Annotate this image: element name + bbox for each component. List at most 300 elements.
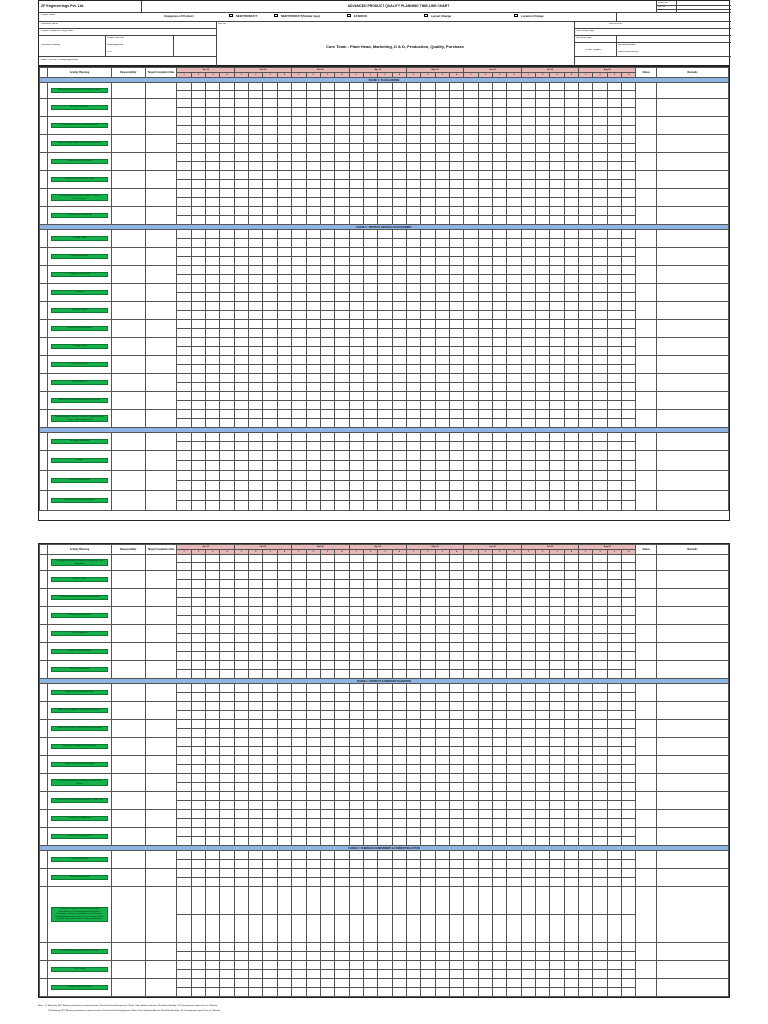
week-cell[interactable] bbox=[234, 563, 248, 571]
week-cell[interactable] bbox=[363, 915, 377, 943]
week-cell[interactable] bbox=[292, 347, 306, 356]
week-cell[interactable] bbox=[306, 837, 320, 846]
week-cell[interactable] bbox=[464, 257, 478, 266]
week-cell[interactable] bbox=[249, 756, 263, 765]
week-cell[interactable] bbox=[464, 720, 478, 729]
week-cell[interactable] bbox=[263, 216, 277, 225]
week-cell[interactable] bbox=[263, 625, 277, 634]
week-cell[interactable] bbox=[492, 616, 506, 625]
week-cell[interactable] bbox=[335, 442, 349, 451]
week-cell[interactable] bbox=[363, 571, 377, 580]
week-cell[interactable] bbox=[177, 198, 191, 207]
week-cell[interactable] bbox=[421, 248, 435, 257]
week-cell[interactable] bbox=[492, 419, 506, 428]
week-cell[interactable] bbox=[507, 189, 521, 198]
week-cell[interactable] bbox=[249, 302, 263, 311]
week-cell[interactable] bbox=[607, 589, 621, 598]
week-cell[interactable] bbox=[521, 747, 535, 756]
week-cell[interactable] bbox=[622, 83, 636, 91]
week-cell[interactable] bbox=[478, 952, 492, 961]
week-cell[interactable] bbox=[406, 198, 420, 207]
week-cell[interactable] bbox=[492, 819, 506, 828]
week-cell[interactable] bbox=[363, 302, 377, 311]
week-cell[interactable] bbox=[363, 792, 377, 801]
week-cell[interactable] bbox=[234, 347, 248, 356]
week-cell[interactable] bbox=[421, 347, 435, 356]
week-cell[interactable] bbox=[378, 108, 392, 117]
week-cell[interactable] bbox=[492, 433, 506, 442]
remarks-cell[interactable] bbox=[656, 589, 728, 607]
week-cell[interactable] bbox=[406, 410, 420, 419]
week-cell[interactable] bbox=[335, 555, 349, 563]
week-cell[interactable] bbox=[349, 869, 363, 878]
week-cell[interactable] bbox=[607, 230, 621, 239]
week-cell[interactable] bbox=[234, 702, 248, 711]
week-cell[interactable] bbox=[464, 117, 478, 126]
week-cell[interactable] bbox=[622, 135, 636, 144]
week-cell[interactable] bbox=[478, 837, 492, 846]
week-cell[interactable] bbox=[521, 774, 535, 783]
week-cell[interactable] bbox=[521, 401, 535, 410]
week-cell[interactable] bbox=[521, 869, 535, 878]
week-cell[interactable] bbox=[593, 819, 607, 828]
week-cell[interactable] bbox=[378, 302, 392, 311]
week-cell[interactable] bbox=[550, 481, 564, 491]
week-cell[interactable] bbox=[406, 481, 420, 491]
week-cell[interactable] bbox=[191, 374, 205, 383]
week-cell[interactable] bbox=[492, 979, 506, 988]
week-cell[interactable] bbox=[521, 783, 535, 792]
week-cell[interactable] bbox=[306, 83, 320, 91]
week-cell[interactable] bbox=[392, 356, 406, 365]
week-cell[interactable] bbox=[406, 747, 420, 756]
week-cell[interactable] bbox=[550, 266, 564, 275]
week-cell[interactable] bbox=[277, 711, 291, 720]
week-cell[interactable] bbox=[593, 693, 607, 702]
week-cell[interactable] bbox=[177, 860, 191, 869]
week-cell[interactable] bbox=[435, 819, 449, 828]
week-cell[interactable] bbox=[320, 491, 334, 501]
week-cell[interactable] bbox=[607, 878, 621, 887]
week-cell[interactable] bbox=[564, 207, 578, 216]
week-cell[interactable] bbox=[421, 239, 435, 248]
week-cell[interactable] bbox=[277, 810, 291, 819]
week-cell[interactable] bbox=[277, 284, 291, 293]
week-cell[interactable] bbox=[536, 738, 550, 747]
week-cell[interactable] bbox=[435, 481, 449, 491]
responsibility-cell[interactable] bbox=[111, 392, 145, 410]
week-cell[interactable] bbox=[292, 293, 306, 302]
week-cell[interactable] bbox=[507, 783, 521, 792]
week-cell[interactable] bbox=[607, 392, 621, 401]
week-cell[interactable] bbox=[564, 329, 578, 338]
week-cell[interactable] bbox=[292, 401, 306, 410]
responsibility-cell[interactable] bbox=[111, 320, 145, 338]
week-cell[interactable] bbox=[607, 915, 621, 943]
week-cell[interactable] bbox=[277, 801, 291, 810]
week-cell[interactable] bbox=[435, 774, 449, 783]
week-cell[interactable] bbox=[622, 216, 636, 225]
status-cell[interactable] bbox=[636, 555, 657, 571]
week-cell[interactable] bbox=[536, 747, 550, 756]
week-cell[interactable] bbox=[191, 652, 205, 661]
week-cell[interactable] bbox=[191, 915, 205, 943]
week-cell[interactable] bbox=[277, 887, 291, 915]
remarks-cell[interactable] bbox=[656, 828, 728, 846]
week-cell[interactable] bbox=[564, 774, 578, 783]
week-cell[interactable] bbox=[177, 365, 191, 374]
week-cell[interactable] bbox=[564, 356, 578, 365]
week-cell[interactable] bbox=[536, 501, 550, 511]
week-cell[interactable] bbox=[536, 625, 550, 634]
week-cell[interactable] bbox=[564, 720, 578, 729]
week-cell[interactable] bbox=[521, 979, 535, 988]
week-cell[interactable] bbox=[607, 401, 621, 410]
week-cell[interactable] bbox=[306, 887, 320, 915]
week-cell[interactable] bbox=[277, 634, 291, 643]
week-cell[interactable] bbox=[579, 580, 593, 589]
week-cell[interactable] bbox=[249, 442, 263, 451]
week-cell[interactable] bbox=[536, 117, 550, 126]
remarks-cell[interactable] bbox=[656, 266, 728, 284]
week-cell[interactable] bbox=[335, 670, 349, 679]
week-cell[interactable] bbox=[378, 216, 392, 225]
week-cell[interactable] bbox=[306, 774, 320, 783]
week-cell[interactable] bbox=[320, 153, 334, 162]
week-cell[interactable] bbox=[593, 410, 607, 419]
week-cell[interactable] bbox=[607, 248, 621, 257]
target-date-cell[interactable] bbox=[145, 684, 177, 702]
week-cell[interactable] bbox=[492, 451, 506, 461]
week-cell[interactable] bbox=[234, 338, 248, 347]
week-cell[interactable] bbox=[277, 828, 291, 837]
week-cell[interactable] bbox=[564, 419, 578, 428]
week-cell[interactable] bbox=[478, 643, 492, 652]
week-cell[interactable] bbox=[507, 180, 521, 189]
week-cell[interactable] bbox=[478, 320, 492, 329]
week-cell[interactable] bbox=[536, 711, 550, 720]
week-cell[interactable] bbox=[206, 311, 220, 320]
status-cell[interactable] bbox=[636, 792, 657, 810]
status-cell[interactable] bbox=[636, 207, 657, 225]
week-cell[interactable] bbox=[277, 311, 291, 320]
week-cell[interactable] bbox=[220, 284, 234, 293]
week-cell[interactable] bbox=[206, 729, 220, 738]
week-cell[interactable] bbox=[249, 961, 263, 970]
week-cell[interactable] bbox=[564, 126, 578, 135]
week-cell[interactable] bbox=[177, 643, 191, 652]
target-date-cell[interactable] bbox=[145, 961, 177, 979]
week-cell[interactable] bbox=[220, 720, 234, 729]
week-cell[interactable] bbox=[593, 392, 607, 401]
week-cell[interactable] bbox=[249, 144, 263, 153]
week-cell[interactable] bbox=[392, 266, 406, 275]
week-cell[interactable] bbox=[263, 356, 277, 365]
week-cell[interactable] bbox=[550, 720, 564, 729]
week-cell[interactable] bbox=[320, 765, 334, 774]
week-cell[interactable] bbox=[536, 293, 550, 302]
week-cell[interactable] bbox=[392, 851, 406, 860]
week-cell[interactable] bbox=[177, 320, 191, 329]
week-cell[interactable] bbox=[478, 979, 492, 988]
week-cell[interactable] bbox=[622, 729, 636, 738]
week-cell[interactable] bbox=[349, 144, 363, 153]
week-cell[interactable] bbox=[306, 915, 320, 943]
week-cell[interactable] bbox=[607, 207, 621, 216]
week-cell[interactable] bbox=[363, 563, 377, 571]
week-cell[interactable] bbox=[335, 189, 349, 198]
week-cell[interactable] bbox=[249, 392, 263, 401]
responsibility-cell[interactable] bbox=[111, 887, 145, 943]
week-cell[interactable] bbox=[191, 433, 205, 442]
week-cell[interactable] bbox=[435, 266, 449, 275]
week-cell[interactable] bbox=[220, 419, 234, 428]
week-cell[interactable] bbox=[593, 801, 607, 810]
week-cell[interactable] bbox=[363, 266, 377, 275]
week-cell[interactable] bbox=[306, 616, 320, 625]
week-cell[interactable] bbox=[392, 783, 406, 792]
week-cell[interactable] bbox=[536, 756, 550, 765]
week-cell[interactable] bbox=[406, 207, 420, 216]
week-cell[interactable] bbox=[536, 729, 550, 738]
week-cell[interactable] bbox=[622, 117, 636, 126]
week-cell[interactable] bbox=[206, 471, 220, 481]
week-cell[interactable] bbox=[478, 153, 492, 162]
week-cell[interactable] bbox=[306, 555, 320, 563]
week-cell[interactable] bbox=[277, 481, 291, 491]
week-cell[interactable] bbox=[406, 117, 420, 126]
week-cell[interactable] bbox=[263, 819, 277, 828]
week-cell[interactable] bbox=[191, 248, 205, 257]
week-cell[interactable] bbox=[449, 207, 463, 216]
week-cell[interactable] bbox=[579, 943, 593, 952]
week-cell[interactable] bbox=[536, 302, 550, 311]
week-cell[interactable] bbox=[349, 275, 363, 284]
week-cell[interactable] bbox=[579, 356, 593, 365]
week-cell[interactable] bbox=[564, 988, 578, 997]
week-cell[interactable] bbox=[292, 180, 306, 189]
week-cell[interactable] bbox=[492, 598, 506, 607]
week-cell[interactable] bbox=[579, 117, 593, 126]
status-cell[interactable] bbox=[636, 248, 657, 266]
week-cell[interactable] bbox=[320, 828, 334, 837]
week-cell[interactable] bbox=[177, 915, 191, 943]
week-cell[interactable] bbox=[536, 634, 550, 643]
week-cell[interactable] bbox=[564, 643, 578, 652]
category-new-product[interactable]: NEW PRODUCT bbox=[229, 14, 257, 18]
checkbox-icon[interactable] bbox=[514, 14, 518, 17]
week-cell[interactable] bbox=[449, 461, 463, 471]
week-cell[interactable] bbox=[464, 952, 478, 961]
week-cell[interactable] bbox=[421, 828, 435, 837]
week-cell[interactable] bbox=[234, 988, 248, 997]
week-cell[interactable] bbox=[234, 887, 248, 915]
week-cell[interactable] bbox=[363, 878, 377, 887]
week-cell[interactable] bbox=[249, 153, 263, 162]
week-cell[interactable] bbox=[593, 607, 607, 616]
week-cell[interactable] bbox=[306, 756, 320, 765]
week-cell[interactable] bbox=[507, 580, 521, 589]
week-cell[interactable] bbox=[622, 711, 636, 720]
target-date-cell[interactable] bbox=[145, 302, 177, 320]
week-cell[interactable] bbox=[550, 693, 564, 702]
week-cell[interactable] bbox=[507, 970, 521, 979]
week-cell[interactable] bbox=[335, 329, 349, 338]
week-cell[interactable] bbox=[564, 952, 578, 961]
week-cell[interactable] bbox=[249, 598, 263, 607]
week-cell[interactable] bbox=[335, 783, 349, 792]
week-cell[interactable] bbox=[492, 915, 506, 943]
week-cell[interactable] bbox=[320, 598, 334, 607]
week-cell[interactable] bbox=[607, 461, 621, 471]
week-cell[interactable] bbox=[191, 801, 205, 810]
week-cell[interactable] bbox=[622, 747, 636, 756]
week-cell[interactable] bbox=[392, 616, 406, 625]
week-cell[interactable] bbox=[406, 311, 420, 320]
week-cell[interactable] bbox=[320, 461, 334, 471]
week-cell[interactable] bbox=[263, 765, 277, 774]
week-cell[interactable] bbox=[449, 117, 463, 126]
remarks-cell[interactable] bbox=[656, 684, 728, 702]
week-cell[interactable] bbox=[378, 171, 392, 180]
week-cell[interactable] bbox=[464, 126, 478, 135]
week-cell[interactable] bbox=[177, 851, 191, 860]
week-cell[interactable] bbox=[478, 878, 492, 887]
week-cell[interactable] bbox=[320, 216, 334, 225]
week-cell[interactable] bbox=[406, 819, 420, 828]
week-cell[interactable] bbox=[492, 783, 506, 792]
week-cell[interactable] bbox=[306, 979, 320, 988]
week-cell[interactable] bbox=[220, 869, 234, 878]
week-cell[interactable] bbox=[406, 729, 420, 738]
week-cell[interactable] bbox=[550, 347, 564, 356]
week-cell[interactable] bbox=[464, 275, 478, 284]
week-cell[interactable] bbox=[206, 356, 220, 365]
week-cell[interactable] bbox=[306, 801, 320, 810]
week-cell[interactable] bbox=[320, 257, 334, 266]
week-cell[interactable] bbox=[177, 563, 191, 571]
week-cell[interactable] bbox=[507, 230, 521, 239]
week-cell[interactable] bbox=[277, 652, 291, 661]
week-cell[interactable] bbox=[249, 652, 263, 661]
remarks-cell[interactable] bbox=[656, 625, 728, 643]
week-cell[interactable] bbox=[536, 284, 550, 293]
week-cell[interactable] bbox=[349, 684, 363, 693]
week-cell[interactable] bbox=[564, 293, 578, 302]
remarks-cell[interactable] bbox=[656, 756, 728, 774]
target-date-cell[interactable] bbox=[145, 189, 177, 207]
week-cell[interactable] bbox=[435, 365, 449, 374]
week-cell[interactable] bbox=[249, 979, 263, 988]
week-cell[interactable] bbox=[550, 634, 564, 643]
week-cell[interactable] bbox=[507, 171, 521, 180]
week-cell[interactable] bbox=[320, 433, 334, 442]
week-cell[interactable] bbox=[378, 887, 392, 915]
week-cell[interactable] bbox=[492, 302, 506, 311]
week-cell[interactable] bbox=[421, 607, 435, 616]
week-cell[interactable] bbox=[363, 461, 377, 471]
week-cell[interactable] bbox=[406, 180, 420, 189]
week-cell[interactable] bbox=[507, 433, 521, 442]
week-cell[interactable] bbox=[449, 126, 463, 135]
week-cell[interactable] bbox=[622, 616, 636, 625]
week-cell[interactable] bbox=[191, 711, 205, 720]
week-cell[interactable] bbox=[378, 643, 392, 652]
responsibility-cell[interactable] bbox=[111, 302, 145, 320]
week-cell[interactable] bbox=[521, 634, 535, 643]
week-cell[interactable] bbox=[449, 257, 463, 266]
week-cell[interactable] bbox=[406, 720, 420, 729]
week-cell[interactable] bbox=[234, 401, 248, 410]
week-cell[interactable] bbox=[363, 162, 377, 171]
week-cell[interactable] bbox=[622, 153, 636, 162]
status-cell[interactable] bbox=[636, 135, 657, 153]
week-cell[interactable] bbox=[421, 774, 435, 783]
week-cell[interactable] bbox=[292, 702, 306, 711]
week-cell[interactable] bbox=[421, 756, 435, 765]
week-cell[interactable] bbox=[449, 988, 463, 997]
week-cell[interactable] bbox=[378, 144, 392, 153]
week-cell[interactable] bbox=[478, 747, 492, 756]
week-cell[interactable] bbox=[363, 729, 377, 738]
week-cell[interactable] bbox=[177, 347, 191, 356]
week-cell[interactable] bbox=[478, 180, 492, 189]
week-cell[interactable] bbox=[579, 320, 593, 329]
week-cell[interactable] bbox=[378, 943, 392, 952]
week-cell[interactable] bbox=[492, 652, 506, 661]
week-cell[interactable] bbox=[263, 607, 277, 616]
week-cell[interactable] bbox=[579, 461, 593, 471]
week-cell[interactable] bbox=[220, 451, 234, 461]
week-cell[interactable] bbox=[306, 828, 320, 837]
week-cell[interactable] bbox=[550, 616, 564, 625]
week-cell[interactable] bbox=[550, 230, 564, 239]
week-cell[interactable] bbox=[536, 126, 550, 135]
week-cell[interactable] bbox=[277, 171, 291, 180]
week-cell[interactable] bbox=[421, 171, 435, 180]
week-cell[interactable] bbox=[478, 810, 492, 819]
week-cell[interactable] bbox=[220, 491, 234, 501]
week-cell[interactable] bbox=[564, 135, 578, 144]
week-cell[interactable] bbox=[320, 887, 334, 915]
week-cell[interactable] bbox=[206, 943, 220, 952]
week-cell[interactable] bbox=[464, 383, 478, 392]
week-cell[interactable] bbox=[191, 616, 205, 625]
week-cell[interactable] bbox=[234, 684, 248, 693]
week-cell[interactable] bbox=[435, 634, 449, 643]
week-cell[interactable] bbox=[464, 979, 478, 988]
week-cell[interactable] bbox=[464, 198, 478, 207]
week-cell[interactable] bbox=[277, 198, 291, 207]
week-cell[interactable] bbox=[349, 162, 363, 171]
week-cell[interactable] bbox=[378, 481, 392, 491]
week-cell[interactable] bbox=[579, 828, 593, 837]
week-cell[interactable] bbox=[349, 419, 363, 428]
week-cell[interactable] bbox=[550, 461, 564, 471]
week-cell[interactable] bbox=[579, 729, 593, 738]
week-cell[interactable] bbox=[277, 756, 291, 765]
week-cell[interactable] bbox=[564, 365, 578, 374]
week-cell[interactable] bbox=[622, 837, 636, 846]
week-cell[interactable] bbox=[392, 471, 406, 481]
target-date-cell[interactable] bbox=[145, 451, 177, 471]
week-cell[interactable] bbox=[435, 153, 449, 162]
week-cell[interactable] bbox=[464, 501, 478, 511]
week-cell[interactable] bbox=[292, 491, 306, 501]
week-cell[interactable] bbox=[263, 293, 277, 302]
week-cell[interactable] bbox=[536, 801, 550, 810]
week-cell[interactable] bbox=[349, 589, 363, 598]
